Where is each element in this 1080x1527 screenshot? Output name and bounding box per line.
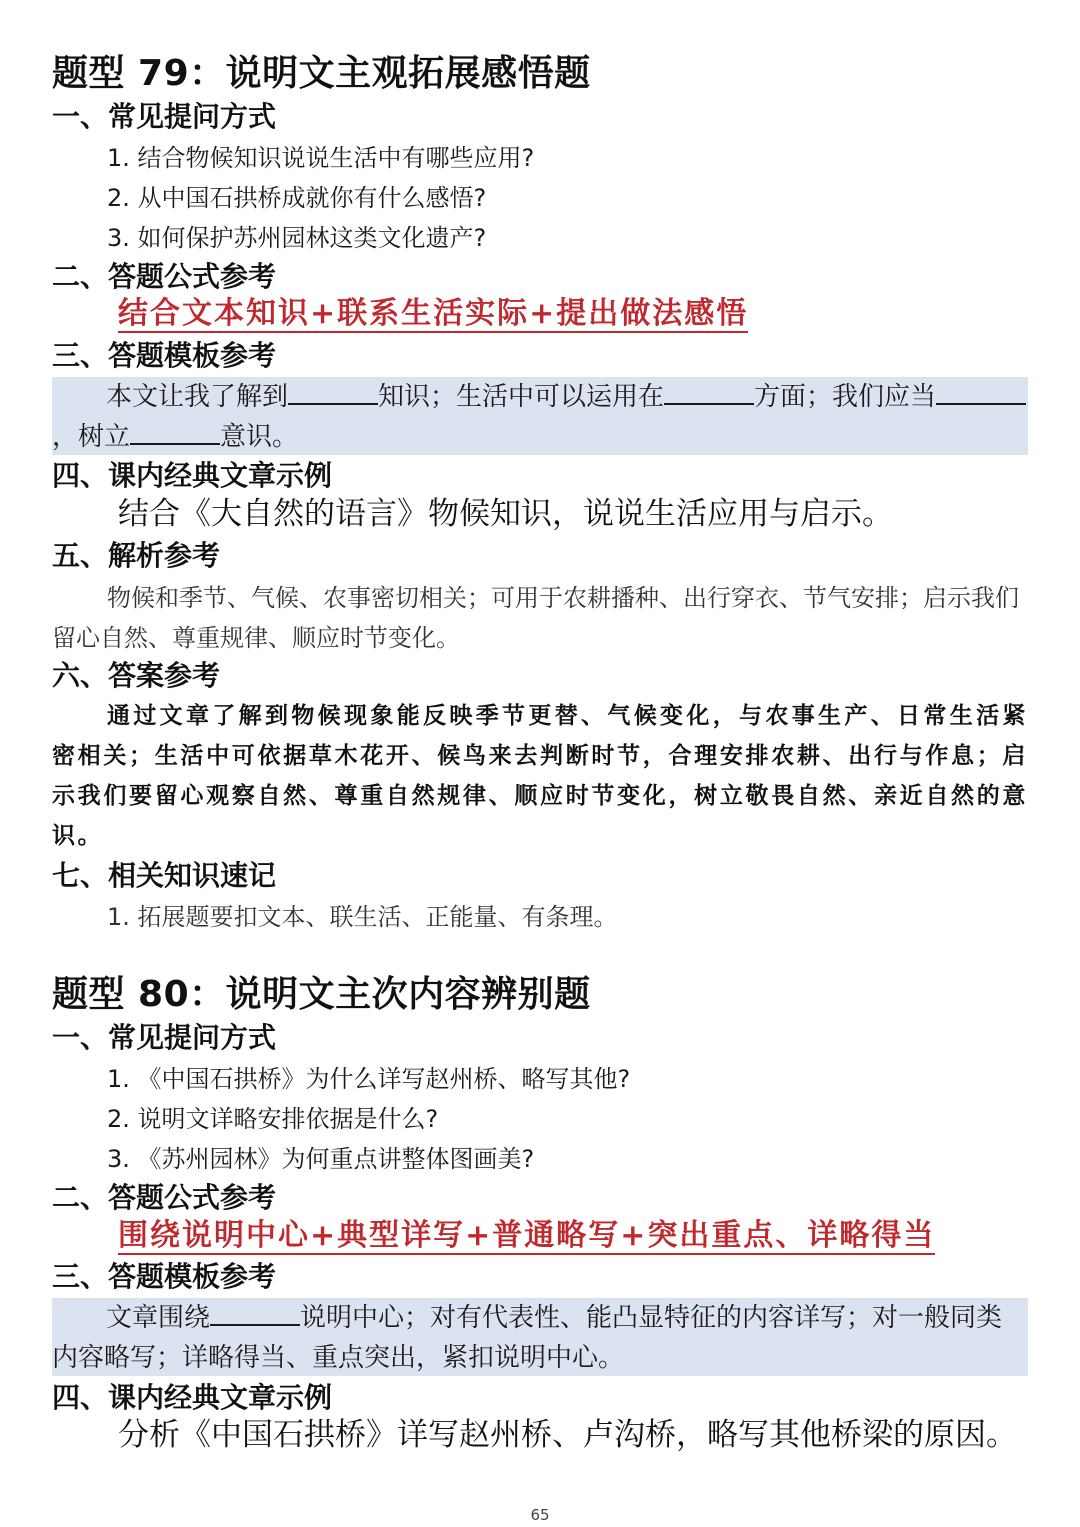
template-text: 文章围绕 xyxy=(106,1303,211,1333)
topic-79-section-3-heading: 三、答题模板参考 xyxy=(52,339,277,372)
fill-blank xyxy=(130,417,220,445)
topic-79-memo: 1. 拓展题要扣文本、联生活、正能量、有条理。 xyxy=(107,903,618,931)
topic-80-formula: 围绕说明中心+典型详写+普通略写+突出重点、详略得当 xyxy=(118,1218,936,1253)
topic-80-template-box xyxy=(52,1298,1028,1376)
fill-blank xyxy=(936,377,1026,405)
template-text: 方面；我们应当 xyxy=(754,382,937,412)
template-text: 意识。 xyxy=(220,422,299,452)
topic-79-template-box xyxy=(52,377,1028,455)
topic-79-section-6-heading: 六、答案参考 xyxy=(52,659,221,692)
topic-80-section-1-heading: 一、常见提问方式 xyxy=(52,1021,277,1054)
template-text: 知识；生活中可以运用在 xyxy=(378,382,665,412)
topic-80-section-2-heading: 二、答题公式参考 xyxy=(52,1181,277,1214)
topic-80-question-2: 2. 说明文详略安排依据是什么? xyxy=(107,1105,439,1133)
topic-79-analysis: 物候和季节、气候、农事密切相关；可用于农耕播种、出行穿衣、节气安排；启示我们留心自然、尊重规律、顺应时节变化。 xyxy=(52,584,1019,652)
topic-79-question-1: 1. 结合物候知识说说生活中有哪些应用? xyxy=(107,144,535,172)
topic-80-section-3-heading: 三、答题模板参考 xyxy=(52,1260,277,1293)
fill-blank xyxy=(664,377,754,405)
fill-blank xyxy=(210,1298,300,1326)
template-text: 说明中心；对有代表性、能凸显特征的内容详写；对一般同类内容略写；详略得当、重点突出，紧扣说明中心。 xyxy=(52,1303,1003,1373)
topic-79-section-5-heading: 五、解析参考 xyxy=(52,539,221,572)
topic-79-example: 结合《大自然的语言》物候知识，说说生活应用与启示。 xyxy=(118,496,893,532)
topic-79-section-1-heading: 一、常见提问方式 xyxy=(52,100,277,133)
template-text: ，树立 xyxy=(52,422,131,452)
topic-79-answer: 通过文章了解到物候现象能反映季节更替、气候变化，与农事生产、日常生活紧密相关；生活中可依据草木花开、候鸟来去判断时节，合理安排农耕、出行与作息；启示我们要留心观察自然、尊重自然规律、顺应时节变化，树立敬畏自然、亲近自然的意识。 xyxy=(52,702,1028,849)
topic-79-question-2: 2. 从中国石拱桥成就你有什么感悟? xyxy=(107,184,487,212)
page-number: 65 xyxy=(530,1506,550,1524)
topic-80-question-3: 3. 《苏州园林》为何重点讲整体图画美? xyxy=(107,1145,535,1173)
topic-80-example: 分析《中国石拱桥》详写赵州桥、卢沟桥，略写其他桥梁的原因。 xyxy=(118,1417,1017,1453)
topic-79-section-2-heading: 二、答题公式参考 xyxy=(52,260,277,293)
topic-79-formula: 结合文本知识+联系生活实际+提出做法感悟 xyxy=(118,296,749,331)
topic-80-section-4-heading: 四、课内经典文章示例 xyxy=(52,1381,333,1414)
template-text: 本文让我了解到 xyxy=(106,382,289,412)
topic-80-title: 题型 80：说明文主次内容辨别题 xyxy=(52,974,591,1015)
topic-80-question-1: 1. 《中国石拱桥》为什么详写赵州桥、略写其他? xyxy=(107,1065,631,1093)
topic-79-section-7-heading: 七、相关知识速记 xyxy=(52,859,277,892)
fill-blank xyxy=(288,377,378,405)
topic-79-question-3: 3. 如何保护苏州园林这类文化遗产? xyxy=(107,224,487,252)
topic-79-title: 题型 79：说明文主观拓展感悟题 xyxy=(52,53,591,94)
topic-79-section-4-heading: 四、课内经典文章示例 xyxy=(52,459,333,492)
